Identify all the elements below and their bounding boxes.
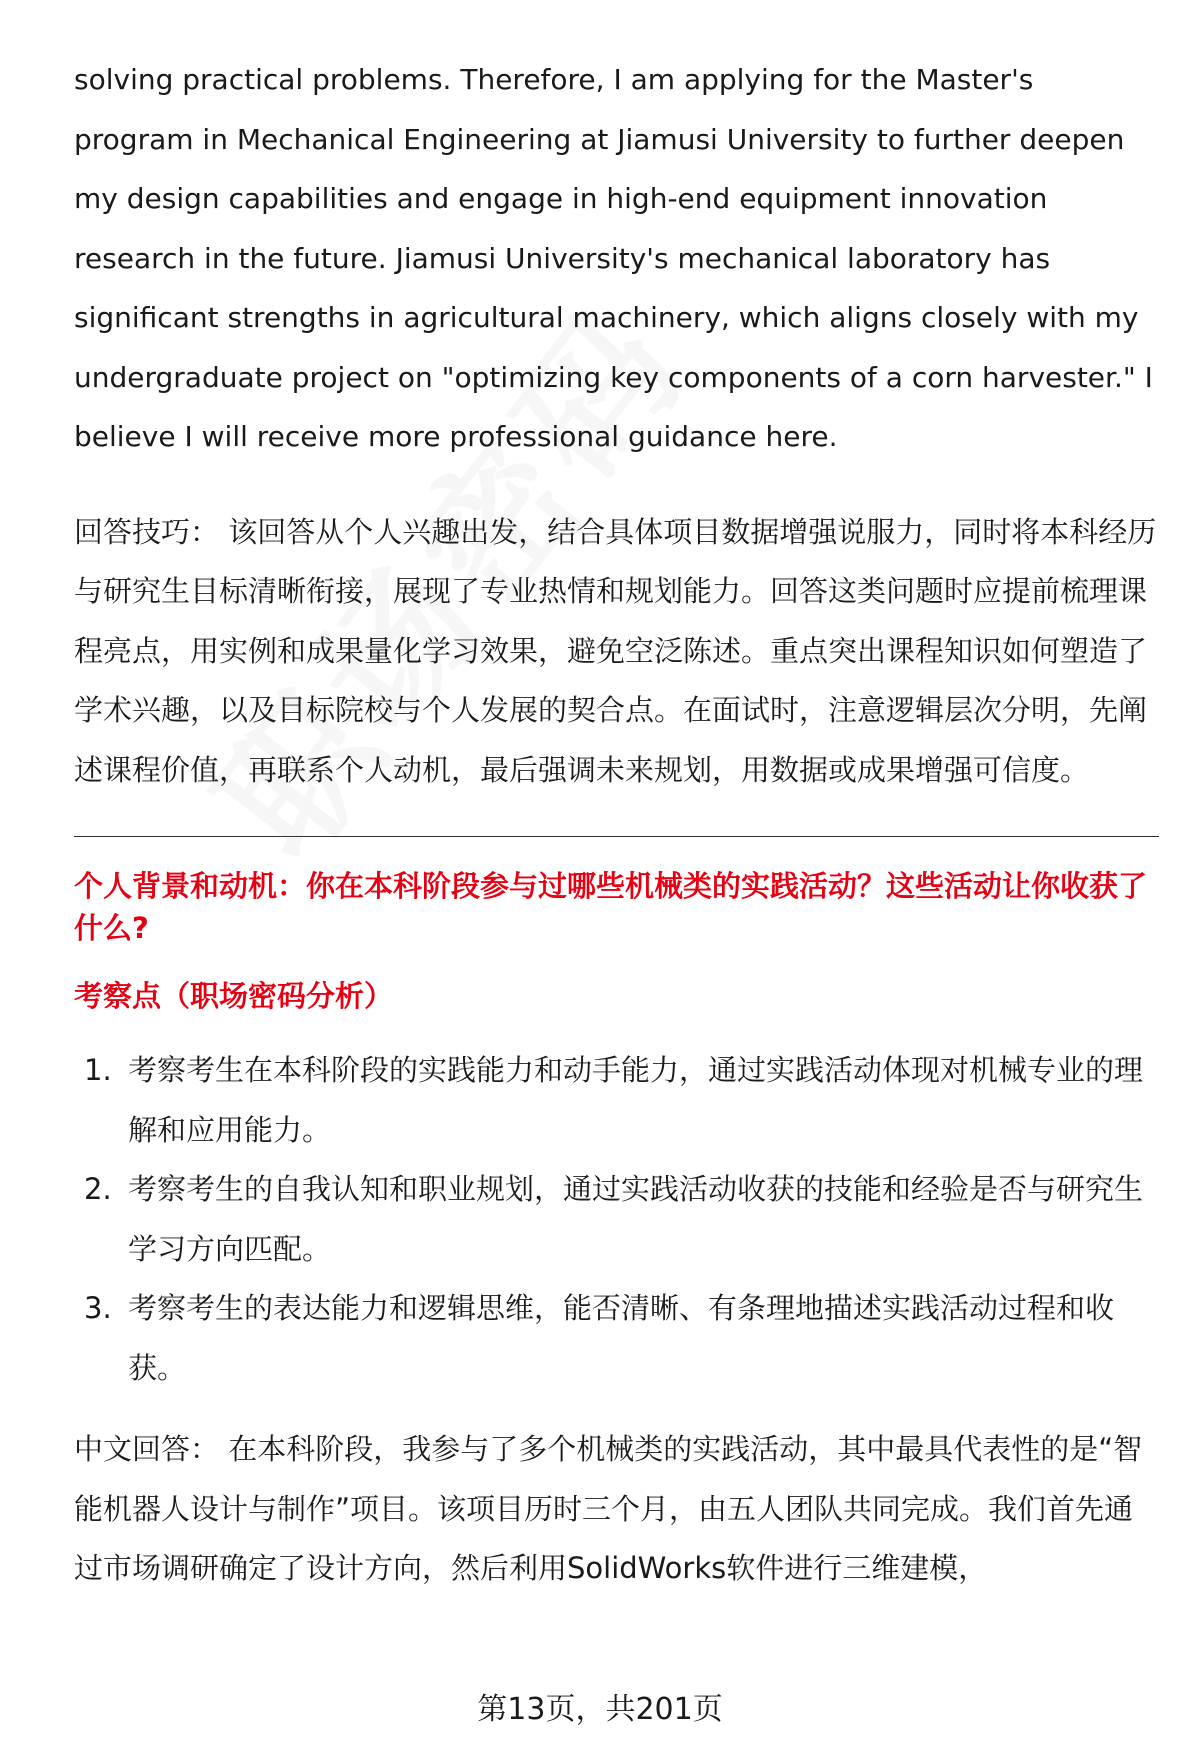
list-item	[74, 1279, 1159, 1398]
tips-label: 回答技巧：	[74, 514, 220, 549]
list-item-text: 考察考生的自我认知和职业规划，通过实践活动收获的技能和经验是否与研究生学习方向匹配。	[128, 1172, 1144, 1266]
analysis-heading: 考察点（职场密码分析）	[74, 979, 394, 1013]
list-item	[74, 1160, 1159, 1279]
section-divider	[74, 836, 1159, 837]
list-item	[74, 1041, 1159, 1160]
page-footer: 第13页，共201页	[477, 1692, 723, 1727]
list-item-number: 2.	[84, 1172, 112, 1206]
tips-text: 该回答从个人兴趣出发，结合具体项目数据增强说服力，同时将本科经历与研究生目标清晰衔接，展现了专业热情和规划能力。回答这类问题时应提前梳理课程亮点，用实例和成果量化学习效果，避免空泛陈述。重点突出课程知识如何塑造了学术兴趣，以及目标院校与个人发展的契合点。在面试时，注意逻辑层次分明，先阐述课程价值，再联系个人动机，最后强调未来规划，用数据或成果增强可信度。	[74, 514, 1157, 787]
list-item-number: 3.	[84, 1291, 112, 1325]
document-page	[74, 50, 1159, 1599]
chinese-answer-label: 中文回答：	[74, 1432, 220, 1466]
list-item-text: 考察考生的表达能力和逻辑思维，能否清晰、有条理地描述实践活动过程和收获。	[128, 1291, 1115, 1385]
list-item-text: 考察考生在本科阶段的实践能力和动手能力，通过实践活动体现对机械专业的理解和应用能力。	[128, 1053, 1144, 1147]
tips-paragraph	[74, 503, 1159, 801]
list-item-number: 1.	[84, 1053, 112, 1087]
analysis-list	[74, 1041, 1159, 1398]
chinese-answer-paragraph	[74, 1420, 1159, 1599]
question-heading: 个人背景和动机：你在本科阶段参与过哪些机械类的实践活动？这些活动让你收获了什么?	[74, 869, 1148, 945]
chinese-answer-text: 在本科阶段，我参与了多个机械类的实践活动，其中最具代表性的是“智能机器人设计与制作”项目。该项目历时三个月，由五人团队共同完成。我们首先通过市场调研确定了设计方向，然后利用SolidWorks软件进行三维建模，	[74, 1432, 1143, 1585]
english-answer-paragraph: solving practical problems. Therefore, I am applying for the Master's program in Mechanical Engineering at Jiamusi University to further deepen my design capabilities and engage in high-end equipment innovation research in the future. Jiamusi University's mechanical laboratory has significant strengths in agricultural machinery, which aligns closely with my undergraduate project on "optimizing key components of a corn harvester." I believe I will receive more professional guidance here.	[74, 63, 1153, 453]
